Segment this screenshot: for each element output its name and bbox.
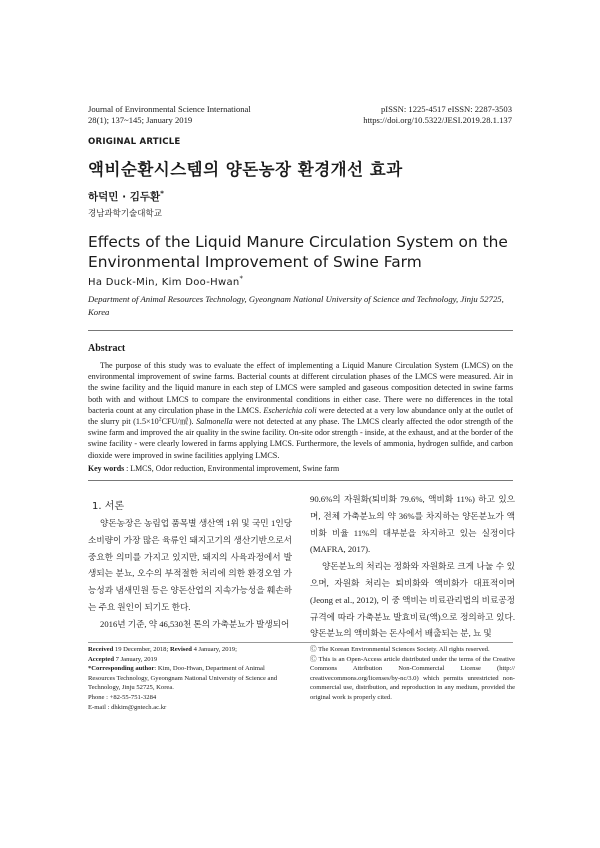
received-line (88, 645, 293, 655)
body-column-left (88, 515, 292, 633)
korean-authors (88, 189, 164, 204)
revised-label: Revised (169, 646, 192, 653)
keywords-list: : LMCS, Odor reduction, Environmental improvement, Swine farm (124, 464, 340, 473)
journal-header-left (88, 104, 251, 126)
intro-paragraph-4: 양돈분뇨의 처리는 정화와 자원화로 크게 나눌 수 있으며, 자원화 처리는 퇴비화와 액비화가 대표적이며 (Jeong et al., 2012), 이 중 액비는 비료관리법의 비료공정규격에 따라 가축분뇨 발효비료(액)으로 정의하고 있다. 양돈분뇨의 액비화는 돈사에서 배출되는 분, 뇨 및 (310, 561, 515, 639)
accepted-label: Accepted (88, 655, 114, 663)
corresponding-line (88, 664, 293, 693)
keywords (88, 464, 513, 473)
journal-name: Journal of Environmental Science International (88, 104, 251, 114)
phone-line: Phone : +82-55-751-3284 (88, 693, 157, 701)
abstract-salmonella: Salmonella (196, 417, 233, 427)
intro-paragraph-1: 양돈농장은 농림업 품목별 생산액 1위 및 국민 1인당 소비량이 가장 많은 육류인 돼지고기의 생산기반으로서 중요한 의미를 가지고 있지만, 돼지의 사육과정에서 발생되는 분뇨, 오수의 부적절한 처리에 의한 환경오염 가능성과 냄새민원 등은 양돈산업의 지속가능성을 훼손하는 주요 원인이 되기도 한다. (88, 518, 292, 612)
english-title: Effects of the Liquid Manure Circulation System on the Environmental Improvement of Swine Farm (88, 233, 508, 271)
body-column-right (310, 491, 515, 642)
received-label: Received (88, 646, 114, 653)
abstract-part3: CFU/㎖). (161, 417, 197, 427)
english-affiliation: Department of Animal Resources Technology, Gyeongnam National University of Science and Technology, Jinju 52725, Korea (88, 294, 504, 317)
section-heading-intro: 1. 서론 (92, 501, 125, 512)
email-line[interactable]: E-mail : dhkim@gntech.ac.kr (88, 703, 167, 711)
abstract-part1: The purpose of this study was to evaluate the effect of implementing a Liquid Manure Circulation System (LMCS) on the environmental improvement of swine farms. Bacterial counts at different circulation phases of the LMCS were measured. Air in the swine facility and the liquid manure in each step of LMCS were sampled and gaseous composition detected in swine farms both with and without LMCS to compare the environmental conditions in either case. There were no differences in the total bacteria count at any circulation phase in the LMCS. (88, 361, 513, 415)
korean-author-names: 하덕민 · 김두환 (88, 191, 161, 203)
corresponding-mark-en: * (239, 274, 244, 283)
abstract-heading: Abstract (88, 343, 126, 354)
english-author-names: Ha Duck-Min, Kim Doo-Hwan (88, 277, 240, 288)
abstract-body (88, 360, 513, 461)
article-type: ORIGINAL ARTICLE (88, 137, 181, 147)
accepted-date: 7 January, 2019 (114, 655, 158, 663)
revised-date: 4 January, 2019; (191, 646, 237, 653)
korean-title: 액비순환시스템의 양돈농장 환경개선 효과 (88, 160, 403, 179)
abstract-exponent: 2 (158, 416, 162, 423)
journal-header-right (363, 104, 512, 126)
journal-doi[interactable]: https://doi.org/10.5322/JESI.2019.28.1.137 (363, 115, 512, 125)
corresponding-text: : Kim, Doo-Hwan, Department of Animal Resources Technology, Gyeongnam National University of Science and Technology, Jinju 52725, Korea. (88, 665, 278, 692)
corresponding-label: *Corresponding author (88, 665, 155, 673)
copyright-line: Ⓒ The Korean Environmental Sciences Society. All rights reserved. (310, 646, 490, 653)
footnote-left (88, 645, 293, 712)
abstract-part4: were not detected at any phase. The LMCS clearly affected the odor strength of the swine farm and improved the air quality in the swine facility. On-site odor strength - inside, at the exhaust, and at the border of the swine facility - were clearly lowered in farms applying LMCS. Furthermore, the levels of ammonia, hydrogen sulfide, and carbon dioxide were improved in swine facilities applying LMCS. (88, 417, 513, 460)
intro-paragraph-3: 90.6%의 자원화(퇴비화 79.6%, 액비화 11%) 하고 있으며, 전체 가축분뇨의 약 36%를 차지하는 양돈분뇨가 액비화 비율 11%의 대부분을 차지하고 있는 실정이다 (MAFRA, 2017). (310, 494, 515, 555)
intro-paragraph-2: 2016년 기준, 약 46,530천 톤의 가축분뇨가 발생되어 (100, 618, 290, 629)
abstract-ecoli: Escherichia coli (263, 405, 317, 415)
keywords-label: Key words (88, 464, 125, 473)
divider-footnote (88, 642, 513, 643)
divider-abstract (88, 480, 513, 481)
journal-issn: pISSN: 1225-4517 eISSN: 2287-3503 (380, 104, 512, 114)
license-line: Ⓒ This is an Open-Access article distributed under the terms of the Creative Commons Attribution Non-Commercial License (http:// creativecommons.org/licenses/by-nc/3.0) which permits unrestricted non-commercial use, distribution, and reproduction in any medium, provided the original work is properly cited. (310, 655, 515, 701)
english-authors (88, 274, 244, 288)
abstract-part2: were detected at a very low abundance only at the outlet of the slurry pit (1.5×10 (88, 405, 513, 427)
corresponding-mark: * (160, 188, 165, 198)
footnote-right (310, 645, 515, 703)
korean-affiliation: 경남과학기술대학교 (88, 209, 162, 219)
received-date: 19 December, 2018; (113, 646, 170, 653)
divider-top (88, 330, 513, 331)
journal-volume: 28(1); 137~145; January 2019 (88, 115, 193, 125)
accepted-line (88, 655, 293, 665)
